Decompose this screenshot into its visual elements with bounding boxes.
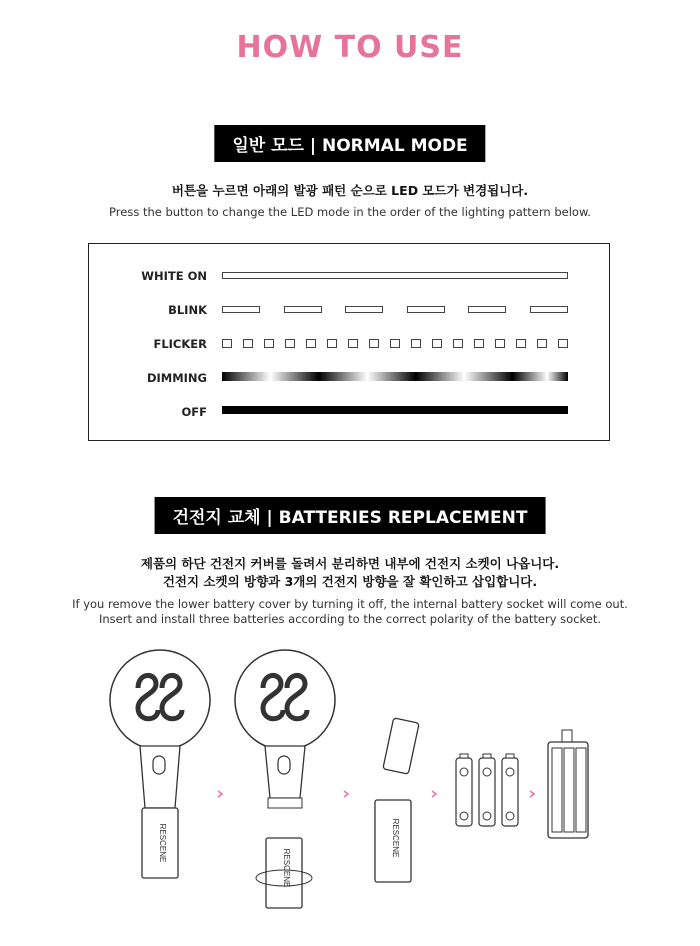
- blink-segment: [468, 306, 506, 313]
- lightstick-assembled-image: [110, 650, 210, 878]
- pattern-label-flicker: FLICKER: [153, 337, 207, 351]
- batteries-desc-ko-2: 건전지 소켓의 방향과 3개의 건전지 방향을 잘 확인하고 삽입합니다.: [162, 574, 538, 589]
- battery-socket-and-cover-image: [375, 718, 419, 882]
- arrow-2-icon: [344, 791, 348, 797]
- dimming-bar: [222, 372, 568, 381]
- off-bar: [222, 406, 568, 414]
- flicker-segment: [495, 339, 505, 348]
- three-batteries-image: [456, 754, 518, 826]
- flicker-segment: [558, 339, 568, 348]
- flicker-segment: [453, 339, 463, 348]
- batteries-desc-en-2: Insert and install three batteries according to the correct polarity of the battery socket.: [98, 612, 602, 626]
- blink-segment: [407, 306, 445, 313]
- blink-segment: [222, 306, 260, 313]
- pattern-label-blink: BLINK: [168, 303, 207, 317]
- white-on-bar: [222, 272, 568, 279]
- arrow-1-icon: [218, 791, 222, 797]
- batteries-desc-en-1: If you remove the lower battery cover by turning it off, the internal battery socket will come out.: [72, 597, 628, 611]
- normal-mode-desc-ko: 버튼을 누르면 아래의 발광 패턴 순으로 LED 모드가 변경됩니다.: [171, 183, 529, 198]
- flicker-segment: [222, 339, 232, 348]
- normal-mode-desc-en: Press the button to change the LED mode in the order of the lighting pattern below.: [109, 205, 591, 219]
- flicker-segment: [537, 339, 547, 348]
- arrow-4-icon: [530, 791, 534, 797]
- batteries-desc-ko-1: 제품의 하단 건전지 커버를 돌려서 분리하면 내부에 건전지 소켓이 나옵니다.: [140, 556, 560, 571]
- lighting-pattern-box: [88, 243, 610, 441]
- pattern-label-off: OFF: [181, 405, 207, 419]
- flicker-segment: [243, 339, 253, 348]
- socket-with-batteries-image: [548, 730, 588, 838]
- brand-text-3: RESCENE: [391, 818, 400, 858]
- flicker-segment: [264, 339, 274, 348]
- blink-segment: [345, 306, 383, 313]
- flicker-segment: [432, 339, 442, 348]
- flicker-segment: [411, 339, 421, 348]
- brand-text-1: RESCENE: [158, 823, 167, 863]
- pattern-label-white-on: WHITE ON: [141, 269, 207, 283]
- flicker-segment: [285, 339, 295, 348]
- page-title: HOW TO USE: [236, 30, 464, 65]
- arrow-3-icon: [432, 791, 436, 797]
- lightstick-cover-removed-image: [235, 650, 335, 908]
- blink-segment: [530, 306, 568, 313]
- flicker-segment: [327, 339, 337, 348]
- flicker-segment: [348, 339, 358, 348]
- flicker-segment: [369, 339, 379, 348]
- flicker-segment: [516, 339, 526, 348]
- flicker-segment: [474, 339, 484, 348]
- flicker-segment: [306, 339, 316, 348]
- brand-text-2: RESCENE: [282, 848, 291, 888]
- blink-segment: [284, 306, 322, 313]
- flicker-segment: [390, 339, 400, 348]
- pattern-label-dimming: DIMMING: [146, 371, 207, 385]
- normal-mode-header: 일반 모드 | NORMAL MODE: [214, 125, 485, 162]
- battery-replacement-illustration: [0, 648, 700, 946]
- batteries-header: 건전지 교체 | BATTERIES REPLACEMENT: [155, 497, 546, 534]
